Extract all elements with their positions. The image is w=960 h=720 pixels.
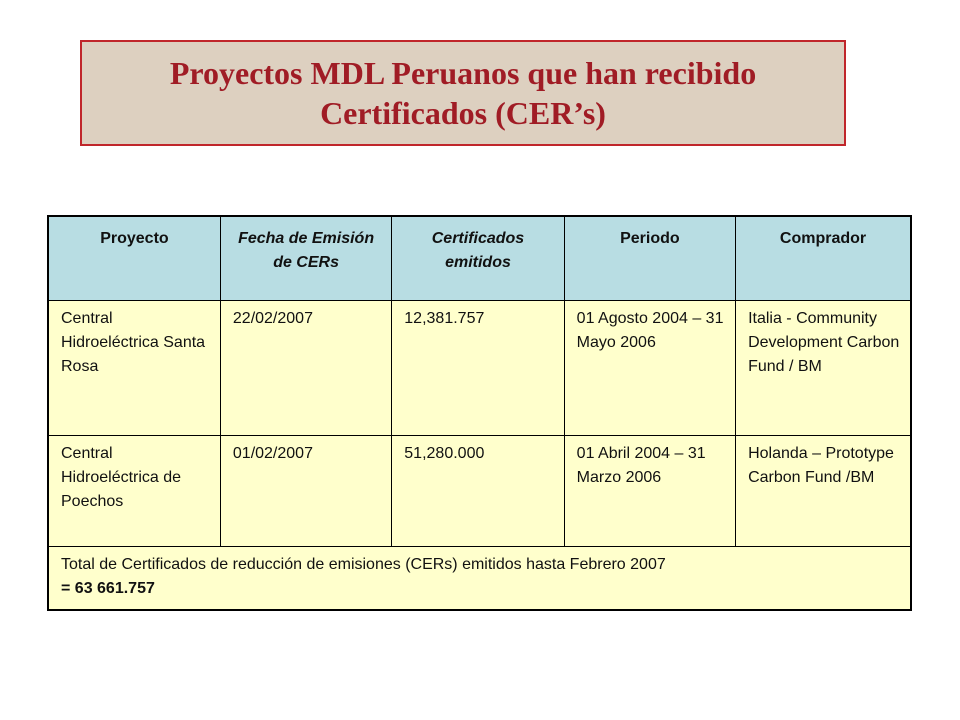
- header-fecha-emision: Fecha de Emisión de CERs: [220, 216, 391, 300]
- total-value: = 63 661.757: [61, 579, 155, 597]
- slide-title-line-1: Proyectos MDL Peruanos que han recibido: [169, 55, 757, 91]
- cell-periodo: 01 Abril 2004 – 31 Marzo 2006: [564, 435, 735, 546]
- header-proyecto: Proyecto: [48, 216, 220, 300]
- cell-periodo: 01 Agosto 2004 – 31 Mayo 2006: [564, 300, 735, 435]
- cell-fecha: 01/02/2007: [220, 435, 391, 546]
- cell-comprador: Italia - Community Development Carbon Fund / BM: [736, 300, 911, 435]
- table-header-row: [48, 216, 911, 300]
- header-periodo: Periodo: [564, 216, 735, 300]
- cell-certificados: 12,381.757: [392, 300, 564, 435]
- total-label: Total de Certificados de reducción de emisiones (CERs) emitidos hasta Febrero 2007: [61, 555, 666, 573]
- total-cell: [48, 546, 911, 610]
- table-row: [48, 300, 911, 435]
- table-row: [48, 435, 911, 546]
- cell-comprador: Holanda – Prototype Carbon Fund /BM: [736, 435, 911, 546]
- cell-proyecto: Central Hidroeléctrica de Poechos: [48, 435, 220, 546]
- cer-projects-table: [47, 215, 912, 611]
- header-certificados: Certificados emitidos: [392, 216, 564, 300]
- header-comprador: Comprador: [736, 216, 911, 300]
- slide-title-line-2: Certificados (CER’s): [320, 95, 606, 131]
- cell-certificados: 51,280.000: [392, 435, 564, 546]
- cell-proyecto: Central Hidroeléctrica Santa Rosa: [48, 300, 220, 435]
- table-total-row: [48, 546, 911, 610]
- slide-title-box: [80, 40, 846, 146]
- cell-fecha: 22/02/2007: [220, 300, 391, 435]
